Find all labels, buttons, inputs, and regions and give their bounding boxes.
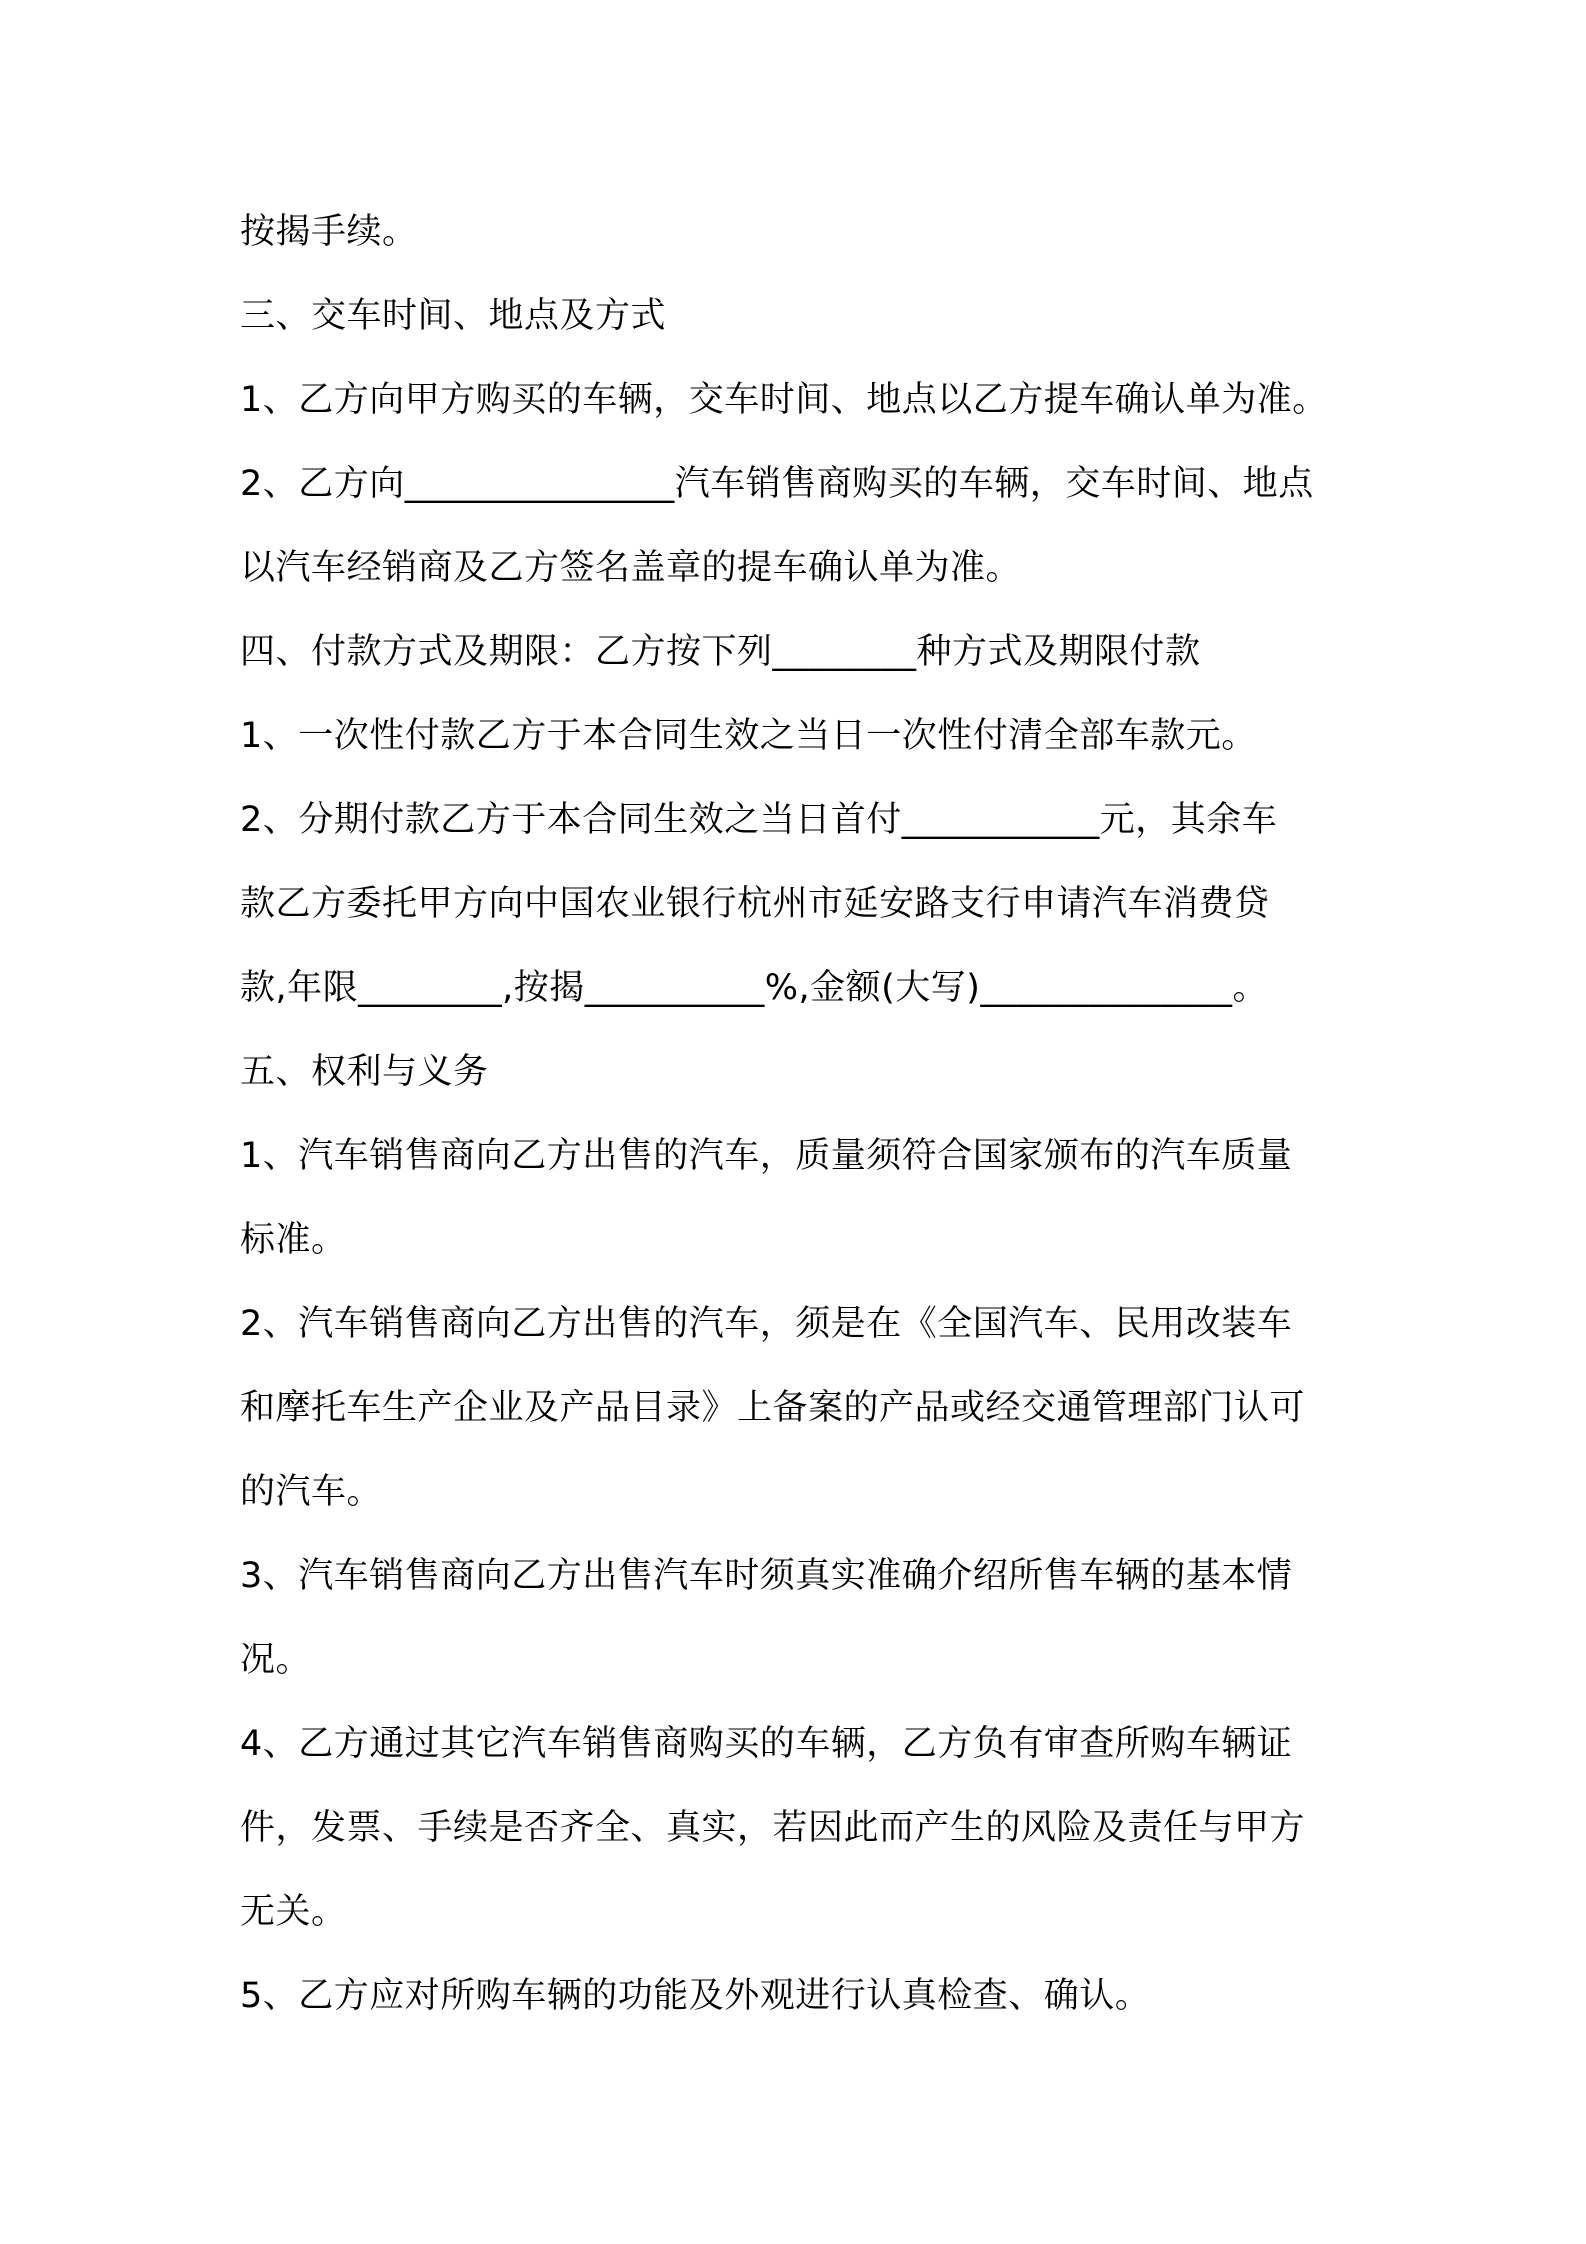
text-line: 2、分期付款乙方于本合同生效之当日首付___________元，其余车	[240, 800, 1278, 840]
text-line: 款乙方委托甲方向中国农业银行杭州市延安路支行申请汽车消费贷	[240, 884, 1270, 924]
text-line: 款,年限________,按揭__________%,金额(大写)______________。	[240, 968, 1268, 1008]
text-line: 5、乙方应对所购车辆的功能及外观进行认真检查、确认。	[240, 1976, 1151, 2016]
text-line: 无关。	[240, 1892, 347, 1932]
text-line: 的汽车。	[240, 1472, 383, 1512]
text-line: 4、乙方通过其它汽车销售商购买的车辆，乙方负有审查所购车辆证	[240, 1724, 1293, 1764]
text-line: 1、汽车销售商向乙方出售的汽车，质量须符合国家颁布的汽车质量	[240, 1136, 1293, 1176]
text-line: 以汽车经销商及乙方签名盖章的提车确认单为准。	[240, 548, 1022, 588]
text-line: 1、一次性付款乙方于本合同生效之当日一次性付清全部车款元。	[240, 716, 1257, 756]
section-heading: 四、付款方式及期限：乙方按下列________种方式及期限付款	[240, 632, 1201, 672]
text-line: 件，发票、手续是否齐全、真实，若因此而产生的风险及责任与甲方	[240, 1808, 1306, 1848]
text-line: 标准。	[240, 1220, 347, 1260]
text-line: 2、汽车销售商向乙方出售的汽车，须是在《全国汽车、民用改装车	[240, 1304, 1293, 1344]
text-line: 况。	[240, 1640, 312, 1680]
text-line: 和摩托车生产企业及产品目录》上备案的产品或经交通管理部门认可	[240, 1388, 1306, 1428]
text-line: 1、乙方向甲方购买的车辆，交车时间、地点以乙方提车确认单为准。	[240, 380, 1328, 420]
text-line: 3、汽车销售商向乙方出售汽车时须真实准确介绍所售车辆的基本情	[240, 1556, 1293, 1596]
document-body	[240, 190, 1370, 2038]
text-line: 2、乙方向_______________汽车销售商购买的车辆，交车时间、地点	[240, 464, 1314, 504]
section-heading: 五、权利与义务	[240, 1052, 489, 1092]
section-heading: 三、交车时间、地点及方式	[240, 296, 667, 336]
text-line: 按揭手续。	[240, 212, 418, 252]
